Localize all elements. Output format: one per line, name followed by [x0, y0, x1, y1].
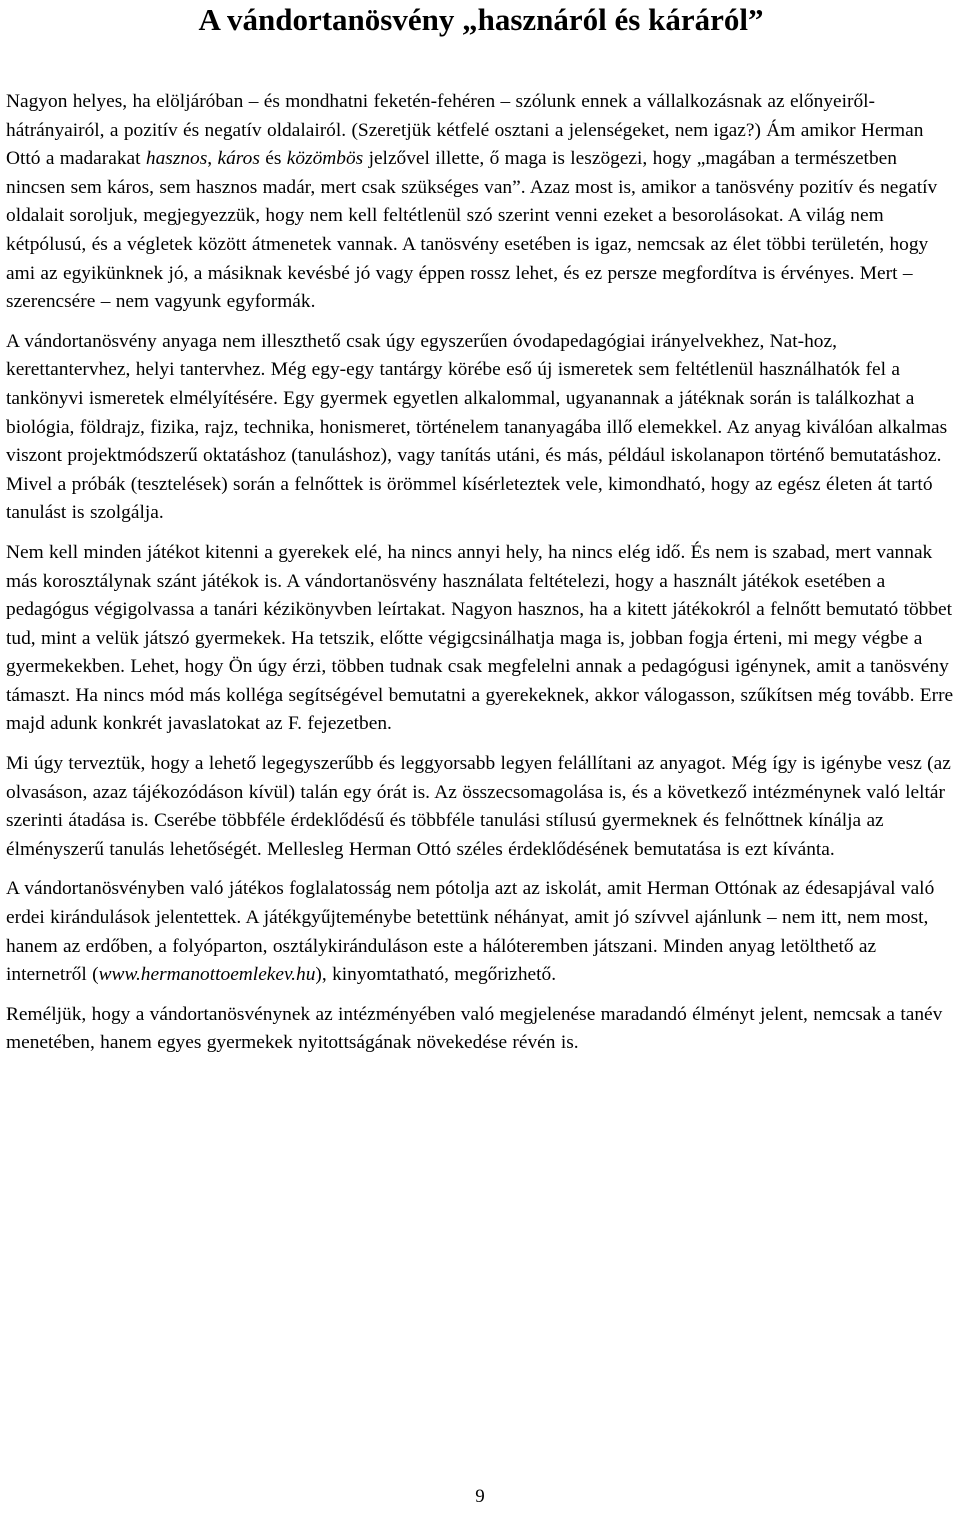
page-number: 9	[475, 1486, 485, 1507]
paragraph	[6, 750, 956, 864]
text-run: ), kinyomtatható, megőrizhető.	[315, 964, 557, 986]
italic-text: káros	[217, 148, 260, 170]
text-run: Nagyon helyes, ha elöljáróban – és mondhatni feketén-fehéren – szólunk ennek a vállalkozásnak az előnyeiről-hátrányairól, a pozitív és negatív oldalairól. (Szeretjük kétfelé osztani a jelenségeket, nem igaz?) Ám amikor Herman Ottó a madarakat	[6, 91, 924, 170]
paragraph	[6, 88, 956, 317]
text-run: Reméljük, hogy a vándortanösvénynek az intézményében való megjelenése maradandó élményt jelent, nemcsak a tanév menetében, hanem egyes gyermekek nyitottságának növekedése révén is.	[6, 1003, 943, 1054]
text-run: ,	[207, 148, 218, 170]
italic-text: hasznos	[145, 148, 208, 170]
text-run: A vándortanösvény anyaga nem illeszthető csak úgy egyszerűen óvodapedagógiai irányelvekhez, Nat-hoz, kerettantervhez, helyi tantervhez. Még egy-egy tantárgy körébe eső új ismeretek sem feltétlenül használhatók fel a tankönyvi ismeretek elmélyítésére. Egy gyermek egyetlen alkalommal, ugyanannak a játéknak során is találkozhat a biológia, földrajz, fizika, rajz, technika, honismeret, történelem tananyagába illő elemekkel. Az anyag kiválóan alkalmas viszont projektmódszerű oktatáshoz (tanuláshoz), vagy tanítás utáni, és más, például iskolanapon történő bemutatáshoz. Mivel a próbák (tesztelések) során a felnőttek is örömmel kísérleteztek vele, kimondható, hogy az egész életen át tartó tanulást is szolgálja.	[6, 330, 948, 524]
text-run: A vándortanösvényben való játékos foglalatosság nem pótolja azt az iskolát, amit Herman Ottónak az édesapjával való erdei kirándulások jelentettek. A játékgyűjteménybe betettünk néhányat, amit jó szívvel ajánlunk – nem itt, nem most, hanem az erdőben, a folyóparton, osztálykiránduláson este a hálóteremben játszani. Minden anyag letölthető az internetről (	[6, 878, 935, 986]
paragraph	[6, 875, 956, 989]
paragraph	[6, 1001, 956, 1058]
page-title: A vándortanösvény „hasznáról és káráról”	[198, 2, 764, 37]
text-run: Mi úgy terveztük, hogy a lehető legegyszerűbb és leggyorsabb legyen felállítani az anyagot. Még így is igénybe vesz (az olvasáson, azaz tájékozódáson kívül) talán egy órát is. Az összecsomagolása is, és a következő intézménynek való leltár szerinti átadása is. Cserébe többféle érdeklődésű és többféle tanulási stílusú gyermeknek és felnőttnek kínálja az élményszerű tanulás lehetőségét. Mellesleg Herman Ottó széles érdeklődésének bemutatása is ezt kívánta.	[6, 753, 951, 860]
paragraph	[6, 328, 956, 528]
text-run: Nem kell minden játékot kitenni a gyerekek elé, ha nincs annyi hely, ha nincs elég idő. És nem is szabad, mert vannak más korosztálynak szánt játékok is. A vándortanösvény használata feltételezi, hogy a használt játékok esetében a pedagógus végigolvassa a tanári kézikönyvben leírtakat. Nagyon hasznos, ha a kitett játékokról a felnőtt bemutató többet tud, mint a velük játszó gyermekek. Ha tetszik, előtte végigcsinálhatja maga is, jobban fogja érteni, mi megy végbe a gyermekekben. Lehet, hogy Ön úgy érzi, többen tudnak csak megfelelni annak a pedagógusi igénynek, amit a tanösvény támaszt. Ha nincs mód más kolléga segítségével bemutatni a gyerekeknek, akkor válogasson, szűkítsen még tovább. Erre majd adunk konkrét javaslatokat az F. fejezetben.	[6, 541, 954, 735]
paragraph	[6, 539, 956, 739]
text-run: és	[259, 148, 287, 170]
italic-text: közömbös	[286, 148, 364, 170]
italic-text: www.hermanottoemlekev.hu	[98, 964, 316, 986]
body-text	[6, 88, 956, 1058]
document-page	[6, 0, 956, 1069]
text-run: jelzővel illette, ő maga is leszögezi, hogy „magában a természetben nincsen sem káros, sem hasznos madár, mert csak szükséges van”. Azaz most is, amikor a tanösvény pozitív és negatív oldalait soroljuk, megjegyezzük, hogy nem kell feltétlenül szó szerint venni ezeket a besorolásokat. A világ nem kétpólusú, és a végletek között átmenetek vannak. A tanösvény esetében is igaz, nemcsak az élet többi területén, hogy ami az egyikünknek jó, a másiknak kevésbé jó vagy éppen rossz lehet, és ez persze megfordítva is érvényes. Mert – szerencsére – nem vagyunk egyformák.	[6, 148, 938, 313]
